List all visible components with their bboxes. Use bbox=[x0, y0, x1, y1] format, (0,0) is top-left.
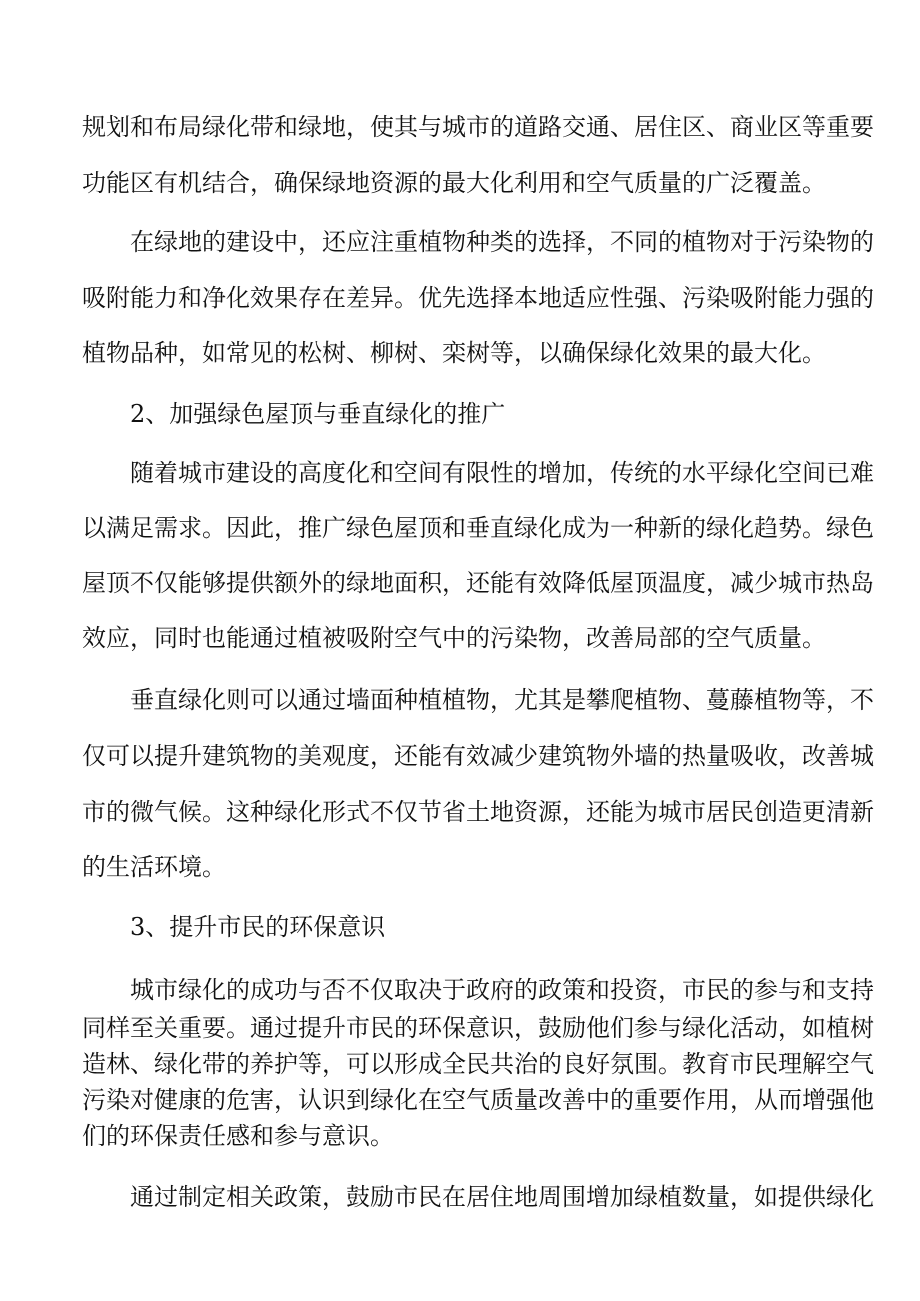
paragraph-5-line-5: 们的环保责任感和参与意识。 bbox=[82, 1122, 394, 1150]
section-heading-3: 3、提升市民的环保意识 bbox=[130, 913, 386, 941]
paragraph-6-line-1: 通过制定相关政策，鼓励市民在居住地周围增加绿植数量，如提供绿化 bbox=[130, 1183, 874, 1211]
paragraph-3-line-1: 随着城市建设的高度化和空间有限性的增加，传统的水平绿化空间已难 bbox=[130, 459, 874, 487]
paragraph-4-line-3: 市的微气候。这种绿化形式不仅节省土地资源，还能为城市居民创造更清新 bbox=[82, 798, 874, 826]
paragraph-1-line-2: 功能区有机结合，确保绿地资源的最大化利用和空气质量的广泛覆盖。 bbox=[82, 169, 826, 197]
section-heading-2: 2、加强绿色屋顶与垂直绿化的推广 bbox=[130, 400, 506, 428]
paragraph-2-line-1: 在绿地的建设中，还应注重植物种类的选择，不同的植物对于污染物的 bbox=[130, 228, 874, 256]
paragraph-1-line-1: 规划和布局绿化带和绿地，使其与城市的道路交通、居住区、商业区等重要 bbox=[82, 113, 874, 141]
paragraph-3-line-2: 以满足需求。因此，推广绿色屋顶和垂直绿化成为一种新的绿化趋势。绿色 bbox=[82, 514, 874, 542]
paragraph-2-line-2: 吸附能力和净化效果存在差异。优先选择本地适应性强、污染吸附能力强的 bbox=[82, 284, 874, 312]
paragraph-4-line-4: 的生活环境。 bbox=[82, 853, 226, 881]
paragraph-3-line-4: 效应，同时也能通过植被吸附空气中的污染物，改善局部的空气质量。 bbox=[82, 624, 826, 652]
paragraph-4-line-2: 仅可以提升建筑物的美观度，还能有效减少建筑物外墙的热量吸收，改善城 bbox=[82, 742, 874, 770]
paragraph-3-line-3: 屋顶不仅能够提供额外的绿地面积，还能有效降低屋顶温度，减少城市热岛 bbox=[82, 569, 874, 597]
paragraph-5-line-3: 造林、绿化带的养护等，可以形成全民共治的良好氛围。教育市民理解空气 bbox=[82, 1050, 874, 1078]
paragraph-4-line-1: 垂直绿化则可以通过墙面种植植物，尤其是攀爬植物、蔓藤植物等，不 bbox=[130, 686, 874, 714]
paragraph-5-line-4: 污染对健康的危害，认识到绿化在空气质量改善中的重要作用，从而增强他 bbox=[82, 1086, 874, 1114]
paragraph-5-line-2: 同样至关重要。通过提升市民的环保意识，鼓励他们参与绿化活动，如植树 bbox=[82, 1014, 874, 1042]
paragraph-2-line-3: 植物品种，如常见的松树、柳树、栾树等，以确保绿化效果的最大化。 bbox=[82, 339, 826, 367]
paragraph-5-line-1: 城市绿化的成功与否不仅取决于政府的政策和投资，市民的参与和支持 bbox=[130, 976, 874, 1004]
